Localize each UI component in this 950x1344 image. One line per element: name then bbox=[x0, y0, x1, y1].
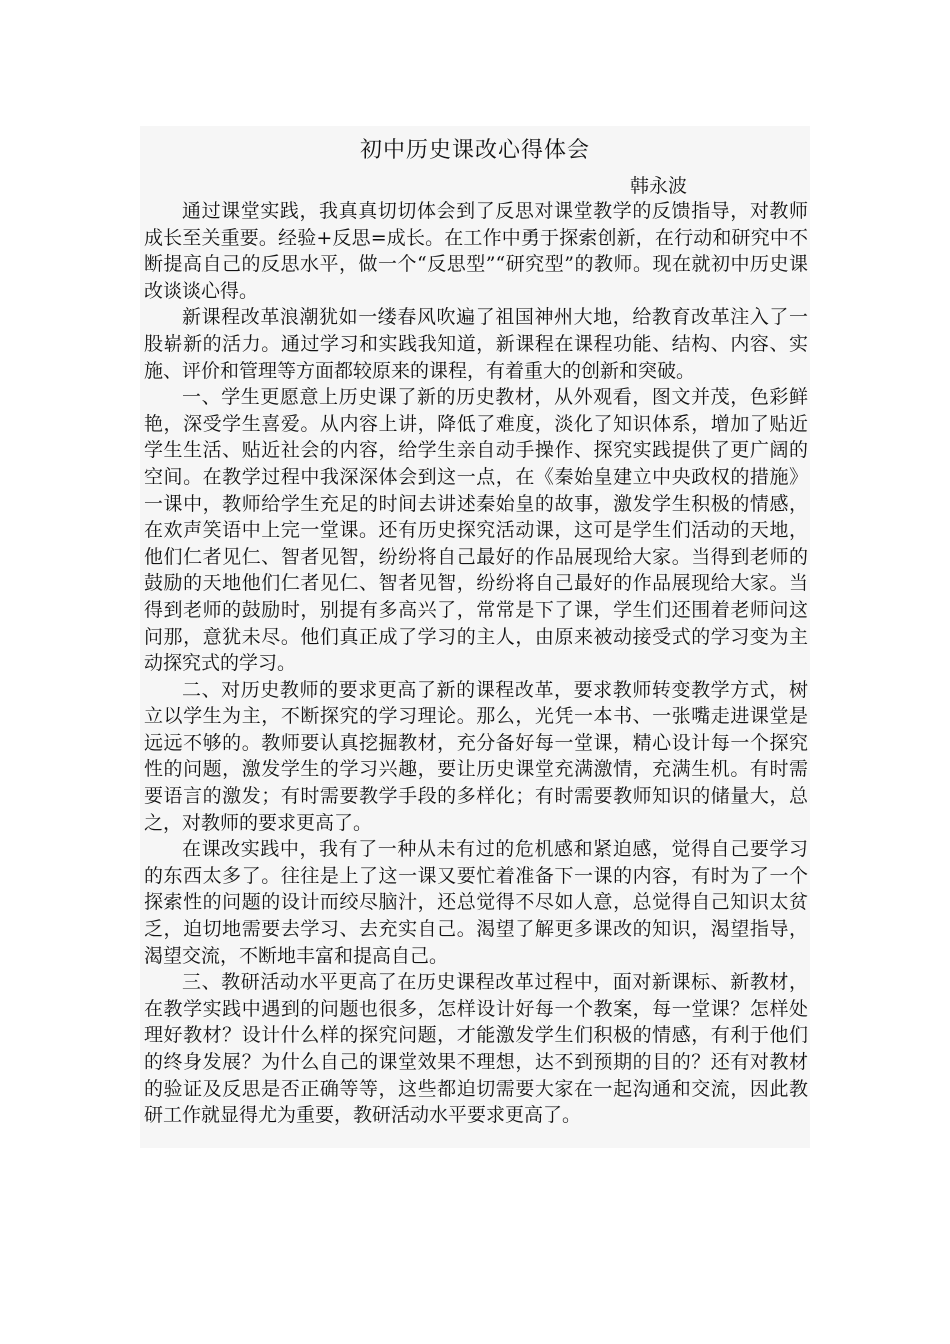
paragraph-intro: 通过课堂实践，我真真切切体会到了反思对课堂教学的反馈指导，对教师成长至关重要。经验+反思=成长。在工作中勇于探索创新，在行动和研究中不断提高自己的反思水平，做一个“反思型”“研究型”的教师。现在就初中历史课改谈谈心得。 bbox=[144, 200, 808, 302]
paragraph-reform: 新课程改革浪潮犹如一缕春风吹遍了祖国神州大地，给教育改革注入了一股崭新的活力。通过学习和实践我知道，新课程在课程功能、结构、内容、实施、评价和管理等方面都较原来的课程，有着重大的创新和突破。 bbox=[144, 306, 808, 382]
paragraph-section-one: 一、学生更愿意上历史课了新的历史教材，从外观看，图文并茂，色彩鲜艳，深受学生喜爱。从内容上讲，降低了难度，淡化了知识体系，增加了贴近学生生活、贴近社会的内容，给学生亲自动手操作、探究实践提供了更广阔的空间。在教学过程中我深深体会到这一点，在《秦始皇建立中央政权的措施》一课中，教师给学生充足的时间去讲述秦始皇的故事，激发学生积极的情感，在欢声笑语中上完一堂课。还有历史探究活动课，这可是学生们活动的天地，他们仁者见仁、智者见智，纷纷将自己最好的作品展现给大家。当得到老师的鼓励的天地他们仁者见仁、智者见智，纷纷将自己最好的作品展现给大家。当得到老师的鼓励时，别提有多高兴了，常常是下了课，学生们还围着老师问这问那，意犹未尽。他们真正成了学习的主人，由原来被动接受式的学习变为主动探究式的学习。 bbox=[144, 386, 808, 675]
author-name: 韩永波 bbox=[630, 175, 688, 197]
paragraph-practice: 在课改实践中，我有了一种从未有过的危机感和紧迫感，觉得自己要学习的东西太多了。往往是上了这一课又要忙着准备下一课的内容，有时为了一个探索性的问题的设计而绞尽脑汁，还总觉得不尽如人意，总觉得自己知识太贫乏，迫切地需要去学习、去充实自己。渴望了解更多课改的知识，渴望指导，渴望交流，不断地丰富和提高自己。 bbox=[144, 838, 808, 967]
document-body bbox=[144, 198, 808, 1129]
document-title: 初中历史课改心得体会 bbox=[359, 138, 590, 163]
paragraph-section-three: 三、教研活动水平更高了在历史课程改革过程中，面对新课标、新教材，在教学实践中遇到的问题也很多，怎样设计好每一个教案，每一堂课？怎样处理好教材？设计什么样的探究问题，才能激发学生们积极的情感，有利于他们的终身发展？为什么自己的课堂效果不理想，达不到预期的目的？还有对教材的验证及反思是否正确等等，这些都迫切需要大家在一起沟通和交流，因此教研工作就显得尤为重要，教研活动水平要求更高了。 bbox=[144, 971, 808, 1127]
paragraph-section-two: 二、对历史教师的要求更高了新的课程改革，要求教师转变教学方式，树立以学生为主，不断探究的学习理论。那么，光凭一本书、一张嘴走进课堂是远远不够的。教师要认真挖掘教材，充分备好每一堂课，精心设计每一个探究性的问题，激发学生的学习兴趣，要让历史课堂充满激情，充满生机。有时需要语言的激发；有时需要教学手段的多样化；有时需要教师知识的储量大，总之，对教师的要求更高了。 bbox=[144, 678, 808, 834]
text-block bbox=[140, 126, 810, 1148]
